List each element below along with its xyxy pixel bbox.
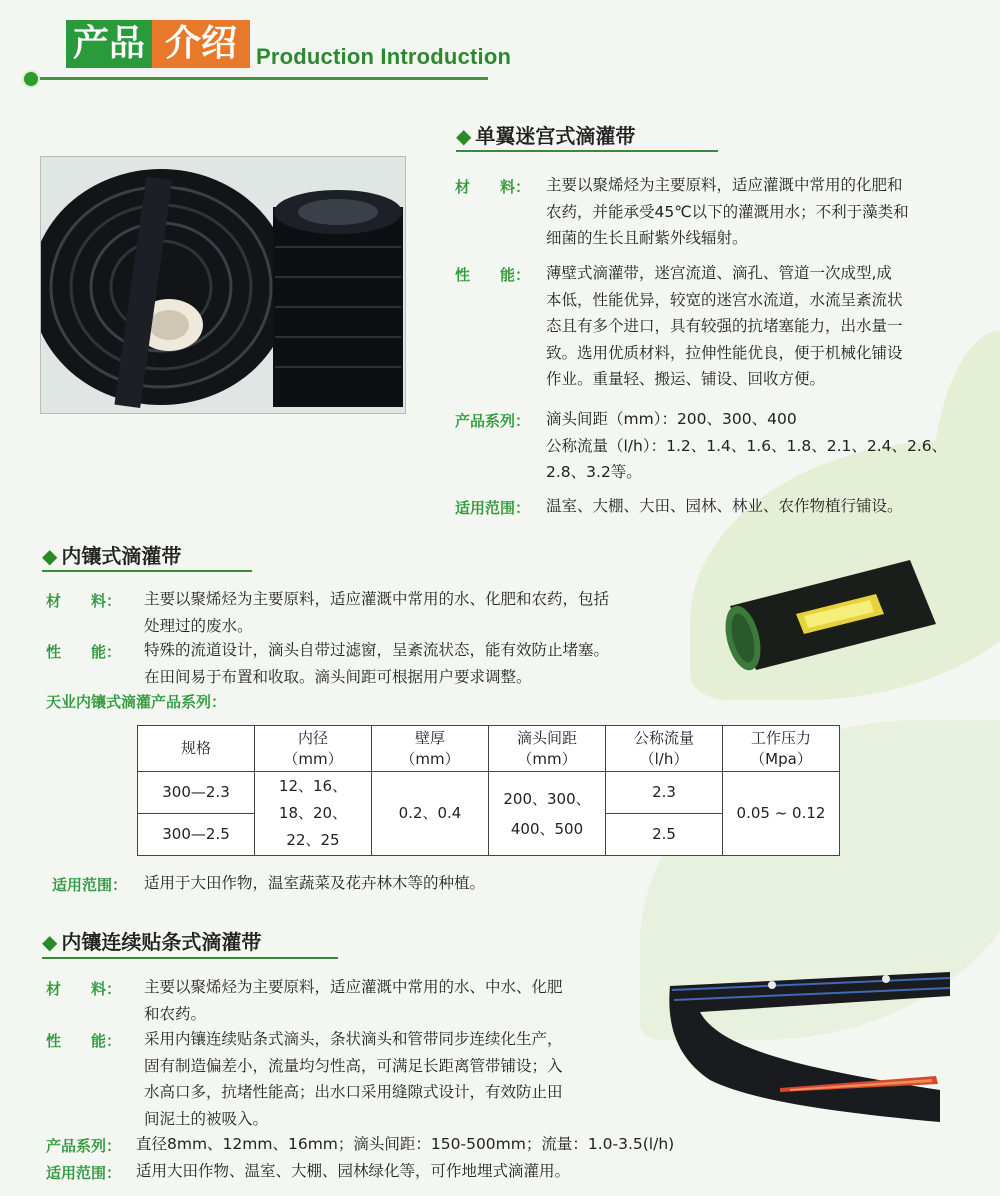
section1-series-label: 产品系列： xyxy=(455,412,531,430)
section1-title: ◆ 单翼迷宫式滴灌带 xyxy=(456,124,636,148)
section2-scope-label: 适用范围： xyxy=(52,876,128,894)
table-header: 工作压力 （Mpa） xyxy=(723,726,840,772)
section3-performance-text: 采用内镶连续贴条式滴头，条状滴头和管带同步连续化生产， 固有制造偏差小，流量均匀性高，可满足长距离管带铺设；入 水高口多，抗堵性能高；出水口采用缝隙式设计，有效防止田 间泥土的被吸入。 xyxy=(144,1030,563,1128)
section1-material-label: 材 料： xyxy=(455,178,531,196)
table-cell-spec: 300—2.3 xyxy=(138,772,255,814)
header-title-part1: 产品 xyxy=(66,20,152,68)
table-header: 公称流量 （l/h） xyxy=(606,726,723,772)
section2-performance-text: 特殊的流道设计，滴头自带过滤窗，呈紊流状态，能有效防止堵塞。 在田间易于布置和收取。滴头间距可根据用户要求调整。 xyxy=(144,641,610,686)
header-dot xyxy=(22,70,40,88)
header-subtitle-en: Production Introduction xyxy=(256,44,512,69)
section2-series-heading: 天业内镶式滴灌产品系列： xyxy=(46,693,227,711)
section2-material-text: 主要以聚烯烃为主要原料，适应灌溉中常用的水、化肥和农药，包括 处理过的废水。 xyxy=(144,590,610,635)
section3-series-label: 产品系列： xyxy=(46,1137,122,1155)
section1-performance-text: 薄壁式滴灌带，迷宫流道、滴孔、管道一次成型,成 本低，性能优异，较宽的迷宫水流道，水流呈紊流状 态且有多个进口，具有较强的抗堵塞能力，出水量一 致。选用优质材料，拉伸性能优良，便于机械化铺设 作业。重量轻、搬运、铺设、回收方便。 xyxy=(546,264,903,388)
section1-performance-label: 性 能： xyxy=(455,266,531,284)
section3-material-text: 主要以聚烯烃为主要原料，适应灌溉中常用的水、中水、化肥 和农药。 xyxy=(144,978,563,1023)
spec-table xyxy=(137,725,840,856)
section3-material-label: 材 料： xyxy=(46,980,122,998)
table-cell-pressure: 0.05 ~ 0.12 xyxy=(723,772,840,856)
section1-title-underline xyxy=(456,150,718,152)
table-cell-flow: 2.3 xyxy=(606,772,723,814)
section3-performance-label: 性 能： xyxy=(46,1032,122,1050)
table-header: 规格 xyxy=(138,726,255,772)
product-photo-flat-strip-tape xyxy=(660,960,960,1130)
section2-scope-text: 适用于大田作物，温室蔬菜及花卉林木等的种植。 xyxy=(144,874,486,892)
section1-scope-text: 温室、大棚、大田、园林、林业、农作物植行铺设。 xyxy=(546,497,903,515)
table-cell-flow: 2.5 xyxy=(606,814,723,856)
section1-scope-label: 适用范围： xyxy=(455,499,531,517)
section3-title: ◆ 内镶连续贴条式滴灌带 xyxy=(42,930,262,954)
table-header: 内径 （mm） xyxy=(255,726,372,772)
table-cell-inner-diameter: 12、16、 18、20、 22、25 xyxy=(255,772,372,856)
section3-scope-text: 适用大田作物、温室、大棚、园林绿化等，可作地埋式滴灌用。 xyxy=(136,1162,571,1180)
section2-performance-label: 性 能： xyxy=(46,643,122,661)
table-cell-spacing: 200、300、 400、500 xyxy=(489,772,606,856)
product-photo-inline-emitter-tube xyxy=(700,556,950,676)
section1-material-text: 主要以聚烯烃为主要原料，适应灌溉中常用的化肥和 农药，并能承受45℃以下的灌溉用水；不利于藻类和 细菌的生长且耐紫外线辐射。 xyxy=(546,176,909,247)
section3-series-text: 直径8mm、12mm、16mm；滴头间距：150-500mm；流量：1.0-3.5(l/h) xyxy=(136,1135,675,1153)
product-photo-drip-tape-rolls xyxy=(40,156,406,414)
table-header: 壁厚 （mm） xyxy=(372,726,489,772)
table-cell-spec: 300—2.5 xyxy=(138,814,255,856)
header-title-part2: 介绍 xyxy=(152,20,250,68)
section3-title-underline xyxy=(42,957,338,959)
table-cell-wall: 0.2、0.4 xyxy=(372,772,489,856)
header-underline xyxy=(26,77,488,80)
section1-series-text: 滴头间距（mm）：200、300、400 公称流量（l/h）：1.2、1.4、1.6、1.8、2.1、2.4、2.6、 2.8、3.2等。 xyxy=(546,410,948,481)
section2-title-underline xyxy=(42,570,252,572)
section2-material-label: 材 料： xyxy=(46,592,122,610)
section3-scope-label: 适用范围： xyxy=(46,1164,122,1182)
table-header: 滴头间距 （mm） xyxy=(489,726,606,772)
section2-title: ◆ 内镶式滴灌带 xyxy=(42,544,182,568)
